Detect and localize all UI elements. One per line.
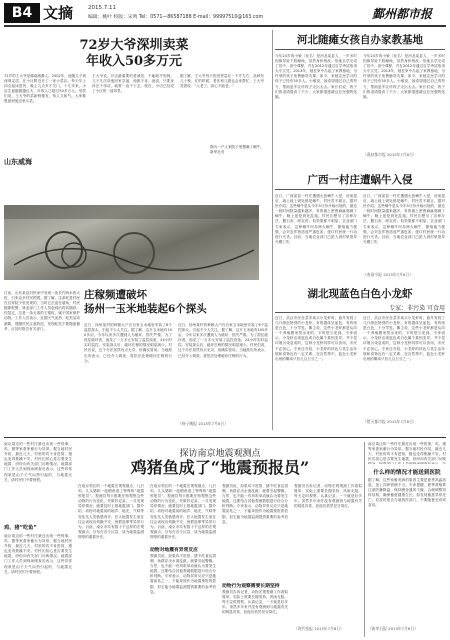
article-body-col2: 今年24岁的小敏（化名）是河北某县人，一岁多时因病导致下肢瘫痪。虽然身体残疾，但她自学完成了初中、高中课程，并在2012年通过自学考试取得大专文凭。2013年，她在家中办起了家教基地，为村里的孩子免费辅导功课。如今，来她这里学习的孩子已经有30多人。小敏说，她希望通过自己的努力，帮助更多农村孩子走出大山。家长们说，孩子们的成绩提高了不少，大家都很感谢这位坚强的姑娘。 [363, 54, 445, 99]
article-body-col1: 72岁的王大爷是湖南湘潭人。2002年，他随儿子到深圳定居，在小区附近开了一家小菜店。每天早上四点起床进货，晚上九点多才关门。十几年来，小店生意越做越红火，年收入已超过50多万元。邻居们说，王大爷的菜新鲜便宜，待人又和气，大家都愿意到他这里买菜。 [4, 74, 86, 104]
photo-caption: 图为一户人家院子里摆满了蜗牛。新华社发 [210, 145, 264, 154]
article-body: 据了解，这些家畜发病的原因主要是夏季高温高湿，加上饲养管理不当。专家提醒，夏季养殖要注意防暑降温，保持圈舍通风干燥，合理调整饲料结构，确保畜禽健康生长。如发现畜禽异常死亡，应及时报告当地兽医部门，不要随意丢弃或食用。 [368, 478, 446, 508]
page-code: B4 [11, 5, 33, 21]
article-subhead-2: 动物行为观察需要长期坚持 [222, 584, 280, 589]
article-source: （南国今报 2015年7月8日） [363, 272, 413, 277]
article-subhead: 鸡、猪“吃鱼” [4, 525, 37, 531]
article-source: （新华日报 2015年7月8日） [368, 626, 418, 631]
news-photo [4, 205, 259, 280]
article-body-col3: 观测员说，如果鸡不进窝、猪不吃食乱拱圈、鱼群浮出水面乱跳，就要引起警惕。当然，也不能一有风吹草动就认为要发生地震，还要结合其他观测数据进行综合分析判断。专家表示，动物异常反应只是地震前兆之一，不能单独作为地震预报的依据，但它能为地震监测提供重要的参考信息。 [222, 484, 288, 524]
article-kicker: 探访南京地震观测点 [179, 449, 261, 459]
article-title: 什么样的情况才能送到医院 [373, 470, 441, 476]
article-subhead-1: 动物对地震有异常反应 [150, 548, 198, 553]
article-earthquake-animals [78, 442, 362, 637]
article-village [4, 442, 74, 637]
article-source: （燕赵都市报 2015年7月8日） [363, 152, 417, 157]
title-underline [275, 189, 445, 190]
article-title-line2: 扬州一玉米地装起6个探头 [84, 303, 207, 315]
article-source: （现代快报 2015年7月8日） [294, 626, 344, 631]
article-body-col3b: 观测员告诉记者，动物宏观观测工作看似简单，实际上需要长期坚持，风雨无阻。每天定时观察，认真记录，一干就是好多年。虽然多年来并没有观测到与地震有关的明显异常，但他们依然坚守岗位。 [222, 590, 288, 615]
masthead-logo: 鄞州都市报 [372, 7, 433, 21]
article-title: 河北随瘫女孩自办家教基地 [297, 34, 423, 46]
article-hospital [368, 442, 446, 637]
page-header [4, 3, 446, 25]
header-rule [4, 25, 446, 27]
article-body-col2b: 观测员说，如果鸡不进窝、猪不吃食乱拱圈、鱼群浮出水面乱跳，就要引起警惕。当然，也不能一有风吹草动就认为要发生地震，还要结合其他观测数据进行综合分析判断。专家表示，动物异常反应只是地震前兆之一，不能单独作为地震预报的依据，但它能为地震监测提供重要的参考信息。 [150, 554, 216, 594]
column-divider-bottom [364, 442, 365, 637]
article-body-col2: 近日，广西某县一村庄遭遇大批蜗牛入侵，房前屋后、墙上地上到处都是蜗牛，村民苦不堪言。据村民介绍，这些蜗牛是从今年5月份开始出现的，最近一段时间数量越来越多，有的墙上密密麻麻爬满了蜗牛，晚上更是到处乱爬。村民们想尽了各种办法，撒石灰、喷农药，但效果都不明显。农业部门专家表示，这种蜗牛叫非洲大蜗牛，繁殖能力极强，会对农作物造成严重危害，建议村民统一行动进行灭杀。目前，当地农业部门已派人到村里指导灭螺工作。 [363, 194, 445, 244]
article-body: 近日，广西某县一村庄遭遇大批蜗牛入侵，房前屋后、墙上地上到处都是蜗牛，村民苦不堪言。据村民介绍，这些蜗牛是从今年5月份开始出现的，最近一段时间数量越来越多，有的墙上密密麻麻爬满了蜗牛，晚上更是到处乱爬。村民们想尽了各种办法，撒石灰、喷农药，但效果都不明显。农业部门专家表示，这种蜗牛叫非洲大蜗牛，繁殖能力极强，会对农作物造成严重危害，建议村民统一行动进行灭杀。目前，当地农业部门已派人到村里指导灭螺工作。 [275, 194, 357, 244]
issue-date: 2015.7.11 [88, 5, 116, 11]
page-code-box [4, 3, 40, 23]
article-body: 今年24岁的小敏（化名）是河北某县人，一岁多时因病导致下肢瘫痪。虽然身体残疾，但她自学完成了初中、高中课程，并在2012年通过自学考试取得大专文凭。2013年，她在家中办起了家教基地，为村里的孩子免费辅导功课。如今，来她这里学习的孩子已经有30多人。小敏说，她希望通过自己的努力，帮助更多农村孩子走出大山。家长们说，孩子们的成绩提高了不少，大家都很感谢这位坚强的姑娘。 [275, 54, 357, 99]
article-title-line2: 年收入50多万元 [85, 54, 183, 69]
article-body-col2: 在南京郊区的一个地震宏观观测点，几只鸡、几头猪和一池塘鱼成了特殊的“地震预报员”。观测员每天都要仔细观察这些动物的行为变化，并做好记录。一旦发现异常情况，就要及时上报地震部门。据介绍，动物对地震前的地声、地光、气味等变化比人类敏感得多，在大地震发生前往往会表现出烦躁不安、惊慌逃窜等异常行为。目前，南京市共有数十个这样的宏观观测点，分布在各个区县，成为地震监测网络的重要补充。 [150, 484, 216, 539]
editor-line: 编辑：姚叶 校版：宋鸣 Tel：0571—86587188 E-mail：99997510@163.com [88, 15, 264, 20]
column-divider [272, 30, 273, 430]
photo-snake-caption-box [4, 145, 84, 195]
article-body-col3: 据了解，王大爷每天的进货量在一千斤左右，品种有几十种。忙的时候，老伴和儿媳也会来帮忙。王大爷笑着说：“人老了，但心不能老。” [180, 74, 264, 89]
article-body-col1: 日前，山东某县村民家中发现一条长约两米的大蛇，引来众多村民围观。据了解，这条蛇是村民在自家院子里发现的，当时它正盘在墙角，村民随即报警，林业部门工作人员赶到后将其捕获。经鉴定，这是一条无毒的王锦蛇，属于国家保护动物。工作人员表示，近期天气炎热，蛇类活动频繁，提醒村民注意防范，发现蛇类不要随意捕杀，应及时报告有关部门。 [4, 291, 80, 331]
photo-location-label: 山东威海 [4, 158, 32, 166]
article-body-top: 南京周边的一些村庄最近出现一些怪事，鸡、猪等家禽家畜行为异常。据当地村民介绍，最近几天，村里的鸡不肯进窝，猪也变得焦躁不安。村民们担心是否要发生地震，纷纷向有关部门反映 [368, 442, 446, 462]
article-source: （楚天都市报 2015年7月8日） [363, 419, 417, 424]
article-source: （扬子晚报 2015年7月8日） [178, 421, 228, 426]
article-title-line1: 72岁大爷深圳卖菜 [79, 38, 189, 53]
article-body-col4: 观测员告诉记者，动物宏观观测工作看似简单，实际上需要长期坚持，风雨无阻。每天定时观察，认真记录，一干就是好多年。虽然多年来并没有观测到与地震有关的明显异常，但他们依然坚守岗位。 [294, 484, 362, 509]
article-body-col1: 在南京郊区的一个地震宏观观测点，几只鸡、几头猪和一池塘鱼成了特殊的“地震预报员”。观测员每天都要仔细观察这些动物的行为变化，并做好记录。一旦发现异常情况，就要及时上报地震部门。据介绍，动物对地震前的地声、地光、气味等变化比人类敏感得多，在大地震发生前往往会表现出烦躁不安、惊慌逃窜等异常行为。目前，南京市共有数十个这样的宏观观测点，分布在各个区县，成为地震监测网络的重要补充。 [78, 484, 144, 539]
article-title-line1: 庄稼频遭破坏 [84, 289, 147, 301]
article-body-2: 南京周边的一些村庄最近出现一些怪事，鸡、猪等家禽家畜行为异常。据当地村民介绍，最近几天，村里的鸡不肯进窝，猪也变得焦躁不安。村民们担心是否要发生地震，纷纷向有关部门反映情况。地震部门工作人员到现场调查后表示，这些异常现象是由于天气闷热引起的，与地震无关，请村民们不要惊慌。 [4, 534, 72, 574]
article-body-col2: 近日，扬州某村的种粮大户在自家玉米地里安装了6个监控探头，引起不少人关注。据了解，这片玉米地有100多亩，今年以来多次遭到人为破坏，损失严重。为了抓住破坏者，他花了一万多元安装了监控设备，24小时实时监控。安装探头后，破坏庄稼的情况明显减少。村民们说，这个办法虽然有点无奈，但确实管用。当地派出所表示，已经介入调查，将依法处理破坏庄稼的行为。 [84, 323, 172, 363]
article-body: 南京周边的一些村庄最近出现一些怪事，鸡、猪等家禽家畜行为异常。据当地村民介绍，最近几天，村里的鸡不肯进窝，猪也变得焦躁不安。村民们担心是否要发生地震，纷纷向有关部门反映情况。地震部门工作人员到现场调查后表示，这些异常现象是由于天气闷热引起的，与地震无关，请村民们不要惊慌。 [4, 442, 72, 482]
article-subtitle: 专家：非污染 可食用 [389, 305, 445, 312]
article-title: 鸡猪鱼成了“地震预报员” [130, 458, 310, 477]
article-body-col2: 近日，武汉市民在菜市场买小龙虾时，意外发现了几只颜色特别的小龙虾，有的通体呈蓝色，有的则是白色，十分罕见。摊主说，这些小龙虾都是从同一个养殖塘里捞出来的，平时很少见到。专家表示，小龙虾出现蓝色或白色属于基因变异，并不是环境污染造成的，这种小龙虾同样可以食用，市民不必担心。专家还介绍，小龙虾的体色与其生活环境和食物也有一定关系，在自然界中，蓝色小龙虾出现的概率只有几百万分之一。 [363, 316, 445, 361]
article-body: 近日，武汉市民在菜市场买小龙虾时，意外发现了几只颜色特别的小龙虾，有的通体呈蓝色，有的则是白色，十分罕见。摊主说，这些小龙虾都是从同一个养殖塘里捞出来的，平时很少见到。专家表示，小龙虾出现蓝色或白色属于基因变异，并不是环境污染造成的，这种小龙虾同样可以食用，市民不必担心。专家还介绍，小龙虾的体色与其生活环境和食物也有一定关系，在自然界中，蓝色小龙虾出现的概率只有几百万分之一。 [275, 316, 357, 361]
article-hebei-girl [275, 30, 445, 170]
article-body-col2: 王大爷说，开店最重要的是诚信，不能缺斤短两。儿子几次劝他回家享福，他都不肯。他说，只要身体还干得动，就要一直干下去。现在，小店已经成了小区的一道风景。 [92, 74, 174, 94]
title-underline [275, 312, 445, 313]
section-rule [4, 437, 446, 438]
article-hubei-crayfish [275, 286, 445, 434]
article-yangzhou-corn [4, 283, 270, 433]
article-body-col3: 近日，扬州某村的种粮大户在自家玉米地里安装了6个监控探头，引起不少人关注。据了解，这片玉米地有100多亩，今年以来多次遭到人为破坏，损失严重。为了抓住破坏者，他花了一万多元安装了监控设备，24小时实时监控。安装探头后，破坏庄稼的情况明显减少。村民们说，这个办法虽然有点无奈，但确实管用。当地派出所表示，已经介入调查，将依法处理破坏庄稼的行为。 [178, 323, 268, 358]
article-title: 广西一村庄遭蜗牛入侵 [307, 174, 413, 186]
title-underline [275, 49, 445, 50]
section-name: 文摘 [43, 4, 74, 22]
article-guangxi-snails [275, 172, 445, 284]
article-title: 湖北现蓝色白色小龙虾 [307, 288, 413, 300]
photo-content-illustration [4, 205, 259, 280]
